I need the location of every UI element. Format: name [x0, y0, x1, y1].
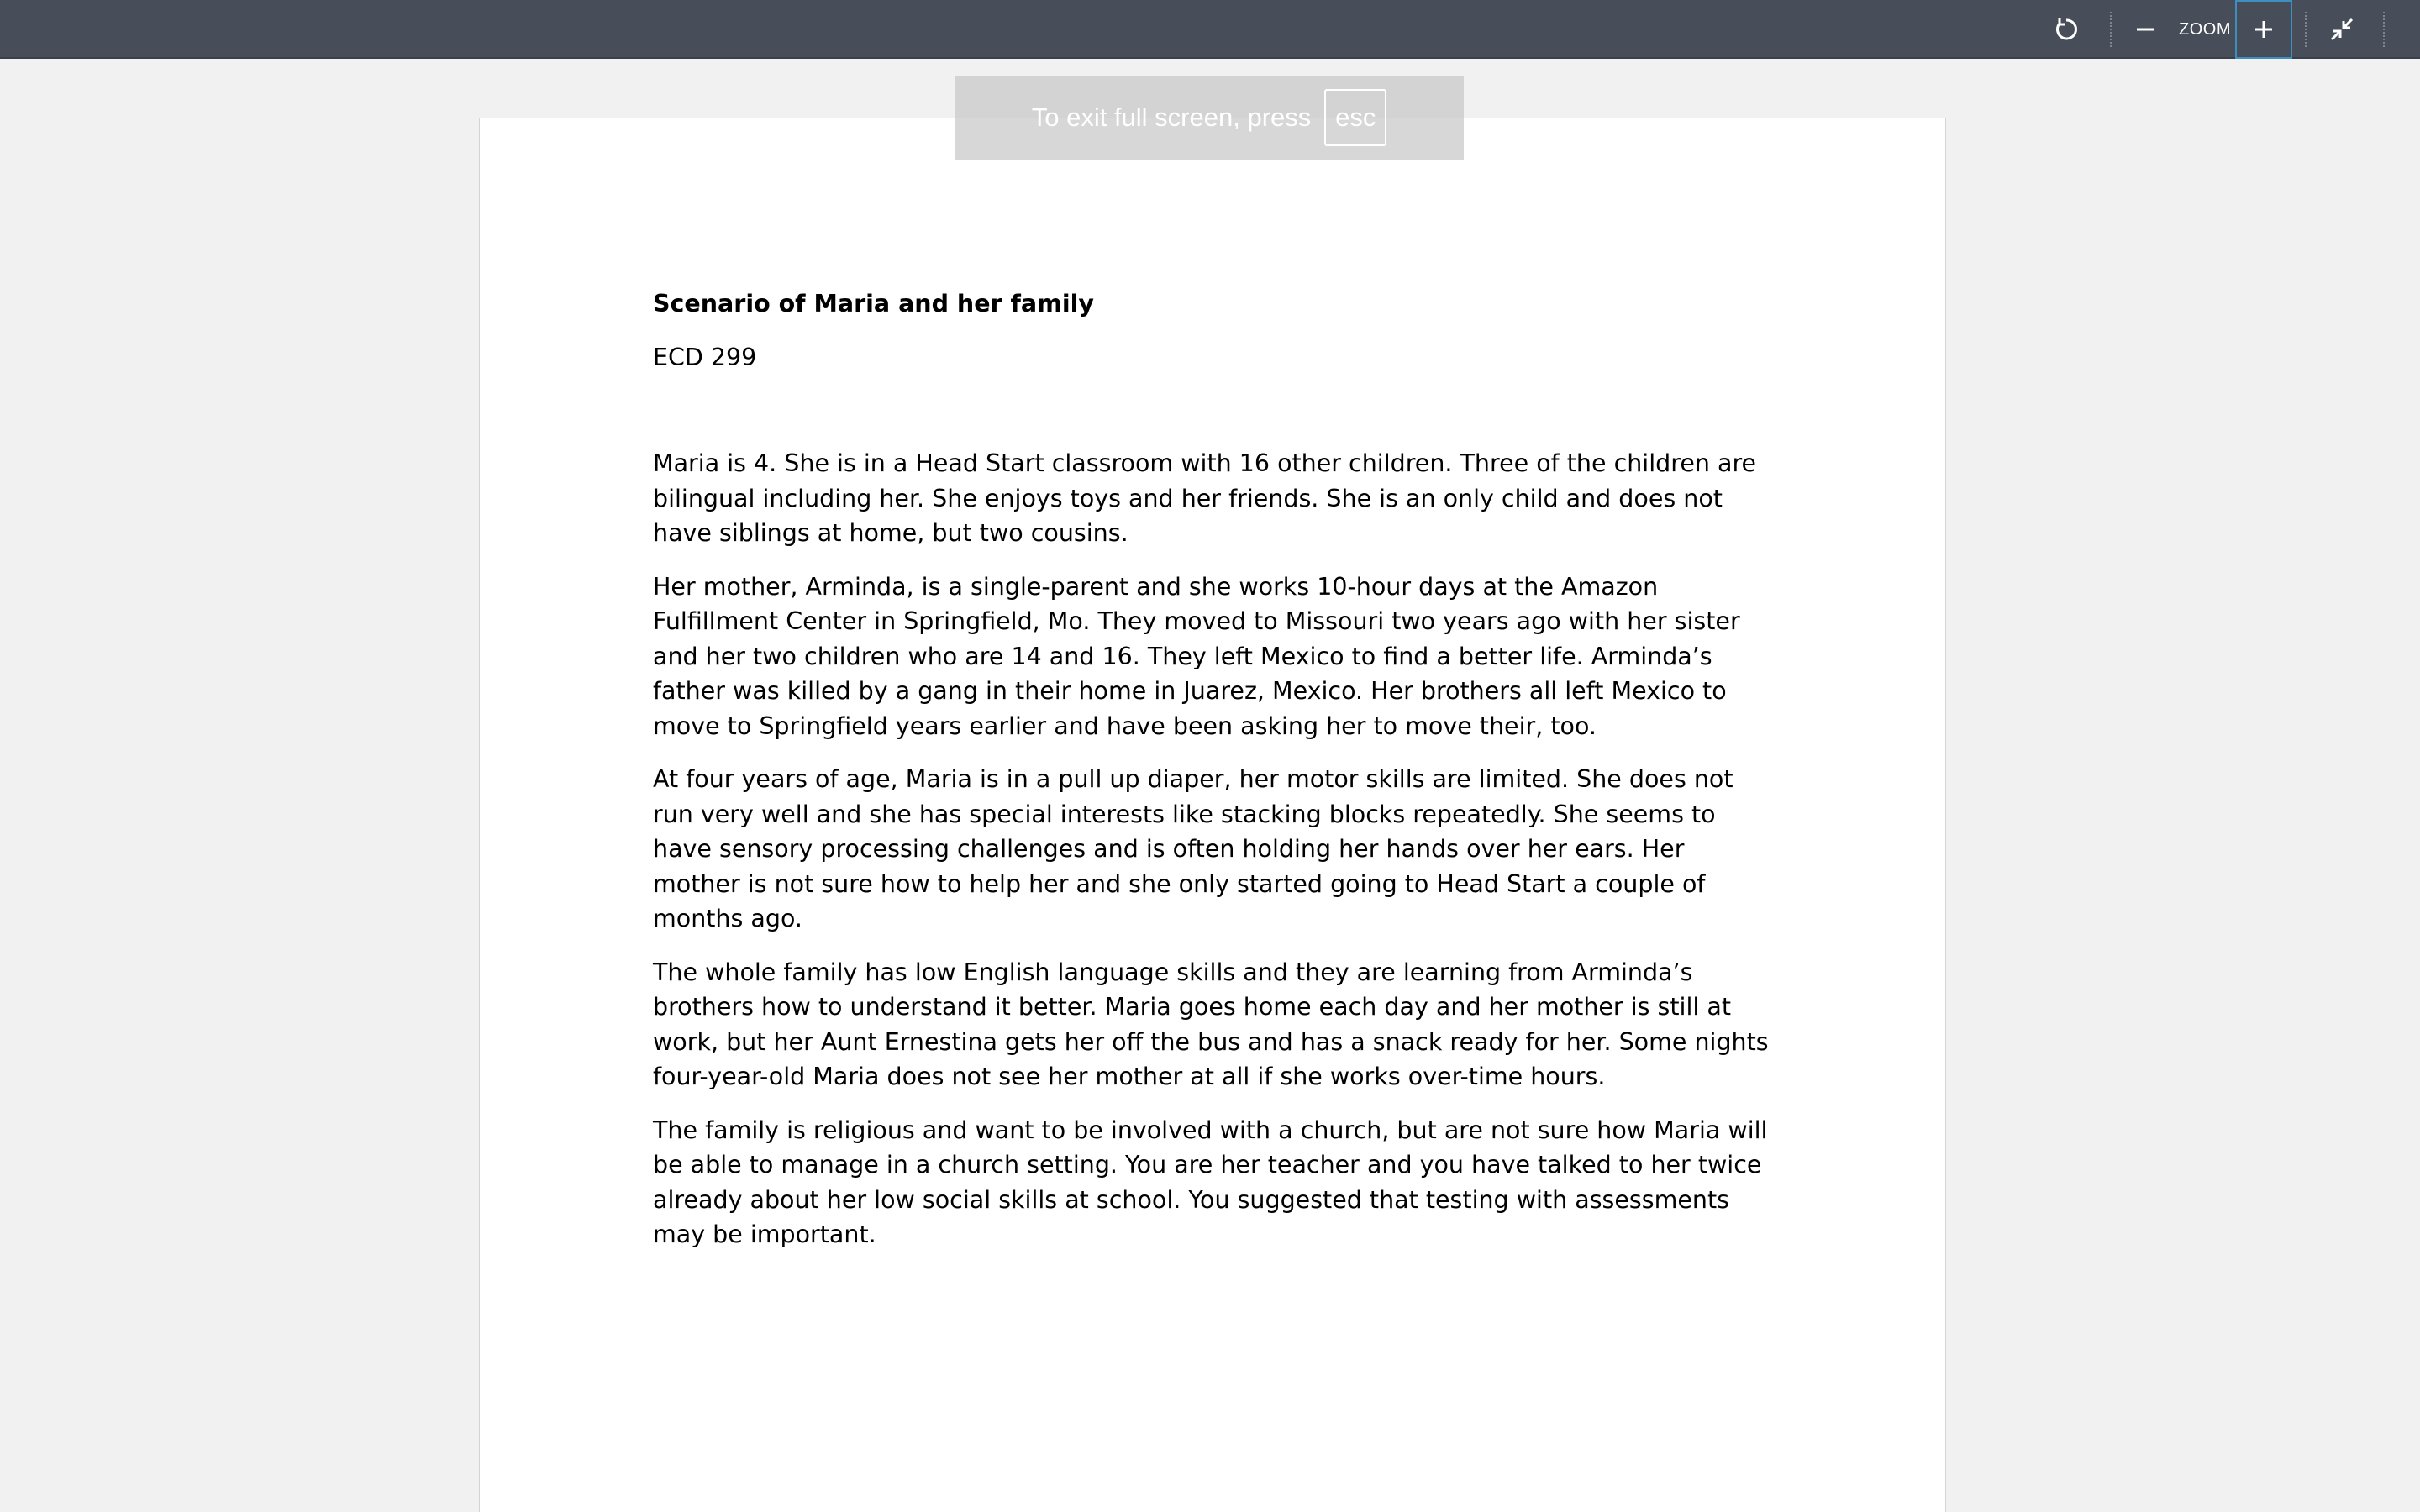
fullscreen-exit-notice [955, 76, 1464, 160]
course-code: ECD 299 [653, 343, 757, 371]
paragraph: The whole family has low English language skills and they are learning from Arminda’s brothers how to understand it better. Maria goes home each day and her mother is still at work, but her Aunt Ernestina gets her off the bus and has a snack ready for her. Some nights four-year-old Maria does not see her mother at all if she works over-time hours. [653, 958, 1769, 1090]
paragraph: Maria is 4. She is in a Head Start classroom with 16 other children. Three of the children are bilingual including her. She enjoys toys and her friends. She is an only child and does not have siblings at home, but two cousins. [653, 449, 1757, 547]
toolbar-divider [2383, 12, 2385, 47]
paragraph: Her mother, Arminda, is a single-parent and she works 10-hour days at the Amazon Fulfillment Center in Springfield, Mo. They moved to Missouri two years ago with her sister and her two children who are 14 and 16. They left Mexico to find a better life. Arminda’s father was killed by a gang in their home in Juarez, Mexico. Her brothers all left Mexico to move to Springfield years earlier and have been asking her to move their, too. [653, 572, 1740, 740]
minus-icon [2134, 18, 2156, 40]
paragraph: The family is religious and want to be involved with a church, but are not sure how Maria will be able to manage in a church setting. You are her teacher and you have talked to her twice already about her low social skills at school. You suggested that testing with assessments may be important. [653, 1116, 1768, 1248]
zoom-out-button[interactable] [2116, 0, 2175, 59]
paragraph: At four years of age, Maria is in a pull up diaper, her motor skills are limited. She does not run very well and she has special interests like stacking blocks repeatedly. She seems to have sensory processing challenges and is often holding her hands over her ears. Her mother is not sure how to help her and she only started going to Head Start a couple of months ago. [653, 765, 1733, 932]
fullscreen-notice-text: To exit full screen, press [1031, 102, 1312, 132]
zoom-label: ZOOM [2179, 19, 2231, 39]
zoom-in-button[interactable] [2235, 0, 2292, 59]
esc-key-hint: esc [1324, 89, 1386, 146]
toolbar-divider [2305, 12, 2307, 47]
plus-icon [2253, 18, 2275, 40]
rotate-button[interactable] [2037, 0, 2096, 59]
collapse-arrows-icon [2329, 17, 2354, 42]
toolbar-divider [2110, 12, 2112, 47]
document-title: Scenario of Maria and her family [653, 290, 1094, 318]
exit-fullscreen-button[interactable] [2312, 0, 2371, 59]
viewer-toolbar [0, 0, 2420, 59]
document-body [653, 286, 1779, 1271]
rotate-icon [2053, 16, 2080, 43]
document-page [479, 118, 1946, 1512]
